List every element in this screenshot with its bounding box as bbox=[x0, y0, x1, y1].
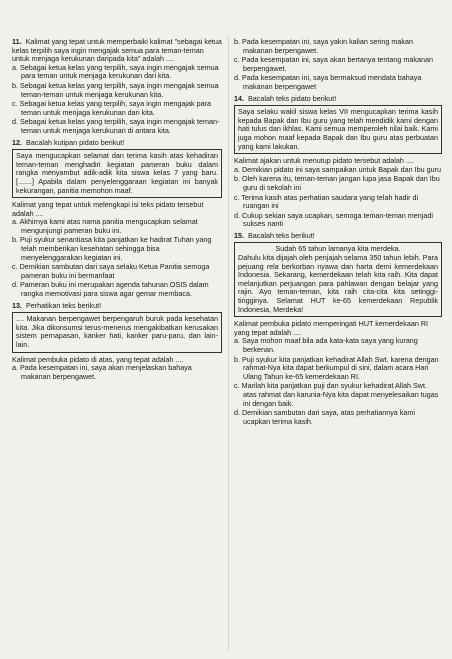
question-stem: Bacalah kutipan pidato berikut! bbox=[26, 137, 125, 147]
option-a: a. Sebagai ketua kelas yang terpilih, saya ingin mengajak semua para teman untuk menjaga kerukunan dari kita. bbox=[12, 62, 219, 81]
option-d: d. Demikian sambutan dari saya, atas perhatiannya kami ucapkan terima kasih. bbox=[234, 408, 415, 426]
option-a: a. Saya mohon maaf bila ada kata-kata saya yang kurang berkenan. bbox=[234, 336, 418, 354]
option-b: b. Oleh karena itu, teman-teman jangan lupa jasa Bapak dan Ibu guru di sekolah ini bbox=[234, 174, 440, 192]
question-13 bbox=[12, 302, 222, 382]
option-c: c. Sebagai ketua kelas yang terpilih, saya ingin mengajak para teman untuk menjaga kerukunan dari kita. bbox=[12, 99, 211, 117]
option-a: a. Demikian pidato ini saya sampaikan untuk Bapak dan Ibu guru bbox=[234, 164, 441, 174]
question-stem: Bacalah teks pidato berikut! bbox=[248, 93, 337, 103]
question-number: 12. bbox=[12, 137, 22, 147]
question-prompt: Kalimat pembuka pidato di atas, yang tepat adalah .... bbox=[12, 354, 184, 364]
quote-box: .... Makanan berpengawet berpengaruh buruk pada kesehatan kita. Jika dikonsumsi terus-menerus mengakibatkan kerusakan sistem pernapasan, kanker hati, kanker paru-paru, dan lain-lain. bbox=[12, 312, 222, 352]
question-12 bbox=[12, 139, 222, 299]
option-a: a. Pada kesempatan ini, saya akan menjelaskan bahaya makanan berpengawet. bbox=[12, 363, 192, 381]
option-b: b. Puji syukur kita panjatkan kehadirat Allah Swt. karena dengan rahmat-Nya kita dapat berkumpul di sini, dalam acara Hari Ulang Tahun ke-65 kemerdekaan RI. bbox=[234, 354, 439, 381]
question-stem: Bacalah teks berikut! bbox=[248, 230, 315, 240]
question-number: 15. bbox=[234, 230, 244, 240]
quote-box-body: Dahulu kita dijajah oleh penjajah selama 350 tahun lebih. Para pejuang rela berkorban nyawa dan harta demi kemerdekaan Indonesia. Sekarang, kemerdekaan telah kita raih. Kita dapat melanjutkan perjuangan para pahlawan dengan belajar yang rajin. Ayo teman-teman, kita raih cita-cita kita setinggi-tingginya. Selamat HUT ke-65 kemerdekaan Republik Indonesia, Merdeka! bbox=[238, 253, 438, 314]
question-number: 14. bbox=[234, 93, 244, 103]
option-d: d. Pada kesempatan ini, saya bermaksud mendata bahaya makanan berpengawet bbox=[234, 73, 422, 91]
option-c: c. Pada kesempatan ini, saya akan bertanya tentang makanan berpengawet. bbox=[234, 55, 433, 73]
option-d: d. Pameran buku ini merupakan agenda tahunan OSIS dalam rangka memotivasi para siswa agar gemar membaca. bbox=[12, 280, 209, 299]
quote-box-title: Sudah 65 tahun lamanya kita merdeka. bbox=[275, 244, 401, 254]
quote-box: Saya mengucapkan selamat dan terima kasih atas kehadiran teman-teman menghadiri kegiatan pameran buku dalam rangka menyambut adik-adik kita siswa kelas 7 yang baru. [.......] Apabila dalam penyelenggaraan kegiatan ini banyak kekurangan, panitia memohon maaf. bbox=[12, 149, 222, 198]
question-15 bbox=[234, 232, 442, 426]
question-number: 11. bbox=[12, 37, 22, 46]
left-column bbox=[12, 38, 222, 384]
option-d: d. Sebagai ketua kelas yang terpilih, saya ingin mengajak teman-teman untuk menjaga kerukunan di antara kita. bbox=[12, 117, 220, 135]
question-prompt: Kalimat ajakan untuk menutup pidato tersebut adalah .... bbox=[234, 156, 414, 166]
option-a: a. Akhirnya kami atas nama panitia mengucapkan selamat mengunjungi pameran buku ini. bbox=[12, 217, 198, 235]
question-14 bbox=[234, 95, 442, 229]
right-column bbox=[234, 38, 442, 429]
option-b: b. Pada kesempatan ini, saya yakin kalian sering makan makanan berpengawet. bbox=[234, 37, 413, 55]
option-c: c. Marilah kita panjatkan puji dan syukur kehadirat Allah Swt. atas rahmat dan karunia-Nya kita dapat menyelesaikan tugas ini dengan baik. bbox=[234, 381, 439, 408]
question-stem: Kalimat yang tepat untuk memperbaiki kalimat "sebagai ketua kelas terpilih saya ingin mengajak semua para teman-teman untuk menjaga kerukunan daripada kita" adalah .... bbox=[12, 37, 222, 64]
option-b: b. Sebagai ketua kelas yang terpilih, saya ingin mengajak semua teman-teman untuk menjaga kerukunan kita. bbox=[12, 80, 219, 99]
column-divider bbox=[228, 36, 229, 651]
option-d: d. Cukup sekian saya ucapkan, semoga teman-teman menjadi sukses nanti bbox=[234, 210, 433, 229]
question-prompt: Kalimat pembuka pidato memperingati HUT kemerdekaan RI yang tepat adalah .... bbox=[234, 319, 429, 337]
option-c: c. Terima kasih atas perhatian saudara yang telah hadir di ruangan ini bbox=[234, 192, 419, 211]
question-11 bbox=[12, 38, 222, 136]
question-13-continued bbox=[234, 38, 442, 92]
quote-box bbox=[234, 242, 442, 317]
quote-box: Saya selaku wakil siswa kelas VII mengucapkan terima kasih kepada Bapak dan Ibu guru yang telah mendidik kami dengan hati tulus dan ikhlas. Kami semua memperoleh nilai baik. Kami juga mohon maaf kepada Bapak dan Ibu guru atas perbuatan yang kami lakukan. bbox=[234, 105, 442, 154]
question-prompt: Kalimat yang tepat untuk melengkapi isi teks pidato tersebut adalah .... bbox=[12, 200, 204, 218]
question-stem: Perhatikan teks berikut! bbox=[26, 300, 102, 310]
question-number: 13. bbox=[12, 300, 22, 310]
option-c: c. Demikian sambutan dari saya selaku Ketua Panitia semoga pameran buku ini bermanfaat bbox=[12, 262, 210, 280]
option-b: b. Puji syukur senantiasa kita panjatkan ke hadirat Tuhan yang telah memberikan kesehatan sehingga bisa menyelenggarakan kegiatan ini. bbox=[12, 235, 212, 262]
